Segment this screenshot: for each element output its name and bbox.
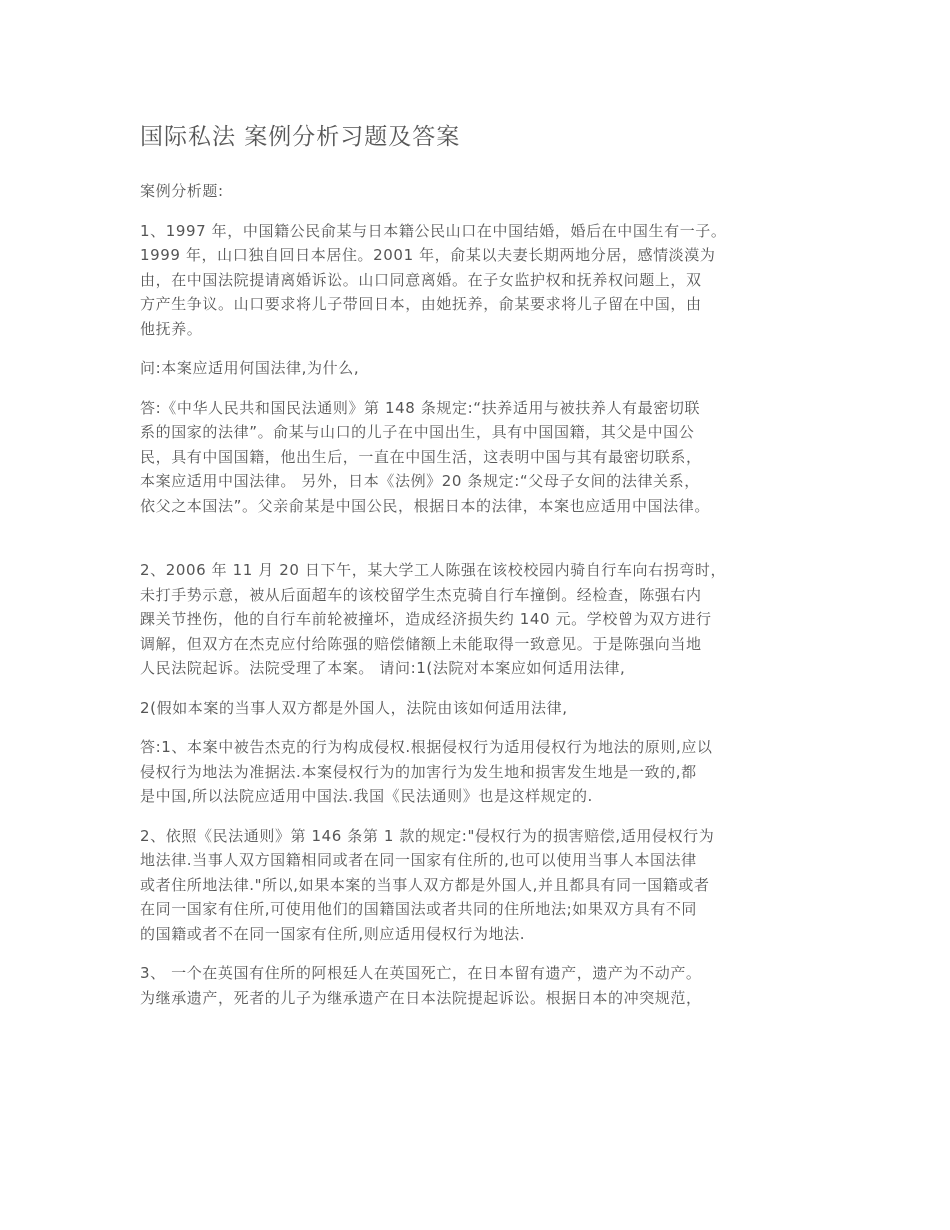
case1-line: 1、1997 年，中国籍公民俞某与日本籍公民山口在中国结婚，婚后在中国生有一子。 (140, 221, 727, 240)
case2-line: 踝关节挫伤，他的自行车前轮被撞坏，造成经济损失约 140 元。学校曾为双方进行 (140, 610, 712, 628)
case3-line: 为继承遗产，死者的儿子为继承遗产在日本法院提起诉讼。根据日本的冲突规范， (140, 988, 702, 1007)
case2-answer2-line: 在同一国家有住所,可使用他们的国籍国法或者共同的住所地法;如果双方具有不同 (140, 900, 698, 918)
document-page (140, 120, 820, 1025)
case2-line: 未打手势示意，被从后面超车的该校留学生杰克骑自行车撞倒。经检查，陈强右内 (140, 585, 702, 604)
case3-text (140, 961, 820, 1010)
case2-answer2-line: 或者住所地法律."所以,如果本案的当事人双方都是外国人,并且都具有同一国籍或者 (140, 875, 710, 894)
case2-question2: 2(假如本案的当事人双方都是外国人，法院由该如何适用法律, (140, 698, 568, 717)
case1-answer-line: 本案应适用中国法律。 另外，日本《法例》20 条规定:“父母子女间的法律关系， (140, 472, 700, 490)
case1-line: 方产生争议。山口要求将儿子带回日本，由她抚养，俞某要求将儿子留在中国，由 (140, 295, 702, 313)
case1-question: 问:本案应适用何国法律,为什么, (140, 359, 360, 377)
case2-answer1-line: 侵权行为地法为准据法.本案侵权行为的加害行为发生地和损害发生地是一致的,都 (140, 762, 697, 781)
case2-answer1 (140, 735, 820, 809)
case1-line: 1999 年，山口独自回日本居住。2001 年，俞某以夫妻长期两地分居，感情淡漠为 (140, 246, 716, 264)
document-title: 国际私法 案例分析习题及答案 (140, 124, 461, 150)
case2-answer2-line: 的国籍或者不在同一国家有住所,则应适用侵权行为地法. (140, 924, 526, 943)
case1-answer-line: 民，具有中国国籍，他出生后，一直在中国生活，这表明中国与其有最密切联系， (140, 447, 702, 466)
case2-text (140, 558, 820, 681)
intro-label: 案例分析题: (140, 182, 224, 200)
case1-answer-line: 依父之本国法”。父亲俞某是中国公民，根据日本的法律，本案也应适用中国法律。 (140, 496, 710, 515)
case2-line: 调解，但双方在杰克应付给陈强的赔偿储额上未能取得一致意见。于是陈强向当地 (140, 634, 702, 653)
case2-answer2 (140, 824, 820, 947)
case2-answer1-line: 答:1、本案中被告杰克的行为构成侵权.根据侵权行为适用侵权行为地法的原则,应以 (140, 738, 713, 756)
case2-line: 2、2006 年 11 月 20 日下午，某大学工人陈强在该校校园内骑自行车向右拐弯时， (140, 561, 727, 579)
section-gap (140, 533, 820, 558)
case1-answer-line: 系的国家的法律”。俞某与山口的儿子在中国出生，具有中国国籍，其父是中国公 (140, 423, 695, 441)
case1-text (140, 219, 820, 342)
case2-line: 人民法院起诉。法院受理了本案。 请问:1(法院对本案应如何适用法律, (140, 659, 626, 677)
case1-answer-line: 答:《中华人民共和国民法通则》第 148 条规定:“扶养适用与被扶养人有最密切联 (140, 398, 701, 417)
case2-answer1-line: 是中国,所以法院应适用中国法.我国《民法通则》也是这样规定的. (140, 787, 593, 805)
case1-line: 由，在中国法院提请离婚诉讼。山口同意离婚。在子女监护权和抚养权问题上，双 (140, 270, 702, 289)
case2-answer2-line: 2、依照《民法通则》第 146 条第 1 款的规定:"侵权行为的损害赔偿,适用侵权行为 (140, 826, 715, 845)
case3-line: 3、 一个在英国有住所的阿根廷人在英国死亡，在日本留有遗产，遗产为不动产。 (140, 964, 702, 982)
case1-answer (140, 396, 820, 519)
case2-answer2-line: 地法律.当事人双方国籍相同或者在同一国家有住所的,也可以使用当事人本国法律 (140, 851, 697, 869)
case1-line: 他抚养。 (140, 319, 203, 338)
